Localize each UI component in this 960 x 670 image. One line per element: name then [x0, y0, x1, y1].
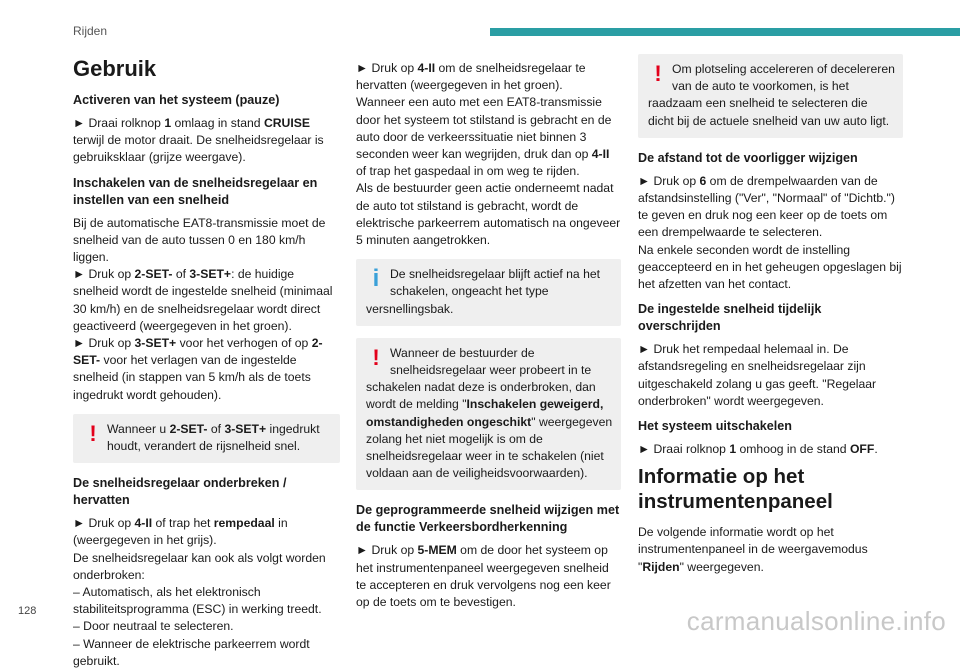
paragraph-pause: ► Druk op 4-II of trap het rempedaal in (weergegeven in het grijs). — [73, 516, 288, 548]
watermark: carmanualsonline.info — [686, 606, 946, 636]
warning-note: ! Wanneer de bestuurder de snelheidsregelaar weer probeert in te schakelen nadat deze is onderbroken, dan wordt de melding "Inschakelen geweigerd, omstandigheden ongeschikt" weergegeven zolang het niet mogelijk is om de snelheidsregelaar weer in te schakelen (niet voldaan aan de veiligheidsvoorwaarden). — [356, 338, 621, 491]
paragraph-distance-memory: Na enkele seconden wordt de instelling geaccepteerd en in het geheugen opgeslagen bij het afzetten van het contact. — [638, 242, 902, 292]
heading-distance: De afstand tot de voorligger wijzigen — [638, 150, 858, 165]
section-title-instrument-panel: Informatie op het instrumentenpaneel — [638, 465, 833, 514]
warning-note: ! Om plotseling accelereren of decelereren van de auto te voorkomen, is het raadzaam een snelheid te selecteren die dicht bij de actuele snelheid van uw auto ligt. — [638, 54, 903, 138]
paragraph-disable: ► Draai rolknop 1 omhoog in de stand OFF. — [638, 442, 878, 457]
column-1 — [73, 52, 340, 670]
heading-enable: Inschakelen van de snelheidsregelaar en instellen van een snelheid — [73, 175, 318, 207]
heading-activate: Activeren van het systeem (pauze) — [73, 93, 280, 107]
column-3 — [638, 50, 903, 582]
paragraph-instrument-panel: De volgende informatie wordt op het instrumentenpaneel in de weergavemodus "Rijden" weergegeven. — [638, 525, 868, 574]
paragraph-resume: ► Druk op 4-II om de snelheidsregelaar te hervatten (weergegeven in het groen). — [356, 61, 586, 93]
warning-icon: ! — [372, 344, 380, 370]
list-item: – Automatisch, als het elektronisch stabiliteitsprogramma (ESC) in werking treedt. — [73, 585, 322, 617]
paragraph-set: ► Druk op 2-SET- of 3-SET+: de huidige snelheid wordt de ingestelde snelheid (minimaal 30 km/h) en de snelheidsregelaar wordt direct geactiveerd (weergegeven in het groen). — [73, 267, 333, 333]
heading-sign-recognition: De geprogrammeerde snelheid wijzigen met de functie Verkeersbordherkenning — [356, 503, 620, 535]
paragraph-mem: ► Druk op 5-MEM om de door het systeem op het instrumentenpaneel weergegeven snelheid te accepteren en druk vervolgens nog een keer op de toets om te bevestigen. — [356, 543, 611, 610]
paragraph-distance: ► Druk op 6 om de drempelwaarden van de afstandsinstelling ("Ver", "Normaal" of "Dichtb.") te geven en druk nog een keer op de toets om een drempelwaarde te selecteren. — [638, 173, 895, 240]
list-item: – Door neutraal te selecteren. — [73, 619, 234, 634]
warning-icon: ! — [89, 420, 97, 446]
paragraph-adjust: ► Druk op 3-SET+ voor het verhogen of op 2-SET- voor het verlagen van de ingestelde snelheid (in stappen van 5 km/h als de toets ingedrukt wordt gehouden). — [73, 336, 323, 402]
warning-note: ! Wanneer u 2-SET- of 3-SET+ ingedrukt houdt, verandert de rijsnelheid snel. — [73, 414, 340, 463]
page-number: 128 — [18, 605, 37, 617]
heading-disable: Het systeem uitschakelen — [638, 419, 792, 434]
paragraph-override: ► Druk het rempedaal helemaal in. De afstandsregeling en snelheidsregelaar zijn uitgeschakeld zolang u gas geeft. "Regelaar onderbroken" wordt weergegeven. — [638, 342, 877, 408]
paragraph-eat8: Bij de automatische EAT8-transmissie moet de snelheid van de auto tussen 0 en 180 km/h liggen. — [73, 215, 326, 265]
paragraph-pause-options: De snelheidsregelaar kan ook als volgt worden onderbroken: — [73, 550, 326, 582]
column-2 — [356, 60, 621, 617]
info-icon: i — [372, 265, 380, 293]
heading-pause-resume: De snelheidsregelaar onderbreken / hervatten — [73, 476, 287, 508]
heading-override: De ingestelde snelheid tijdelijk overschrijden — [638, 302, 822, 334]
section-label: Rijden — [73, 24, 108, 38]
list-item: – Wanneer de elektrische parkeerrem wordt gebruikt. — [73, 636, 310, 668]
warning-icon: ! — [654, 61, 662, 86]
header-accent-bar — [490, 28, 960, 36]
info-note: i De snelheidsregelaar blijft actief na het schakelen, ongeacht het type versnellingsbak. — [356, 259, 621, 326]
paragraph-parking-brake: Als de bestuurder geen actie onderneemt nadat de auto tot stilstand is gebracht, wordt de elektrische parkeerrem automatisch na ongeveer 5 minuten aangetrokken. — [356, 181, 621, 248]
paragraph-activate: ► Draai rolknop 1 omlaag in stand CRUISE terwijl de motor draait. De snelheidsregelaar is gebruiksklaar (grijze weergave). — [73, 116, 324, 165]
section-title: Gebruik — [73, 56, 157, 81]
paragraph-stop-go: Wanneer een auto met een EAT8-transmissie door het systeem tot stilstand is gebracht en de auto door de verkeerssituatie niet binnen 3 seconden weer kan wegrijden, druk dan op 4-II of trap het gaspedaal in om weg te rijden. — [356, 95, 612, 179]
